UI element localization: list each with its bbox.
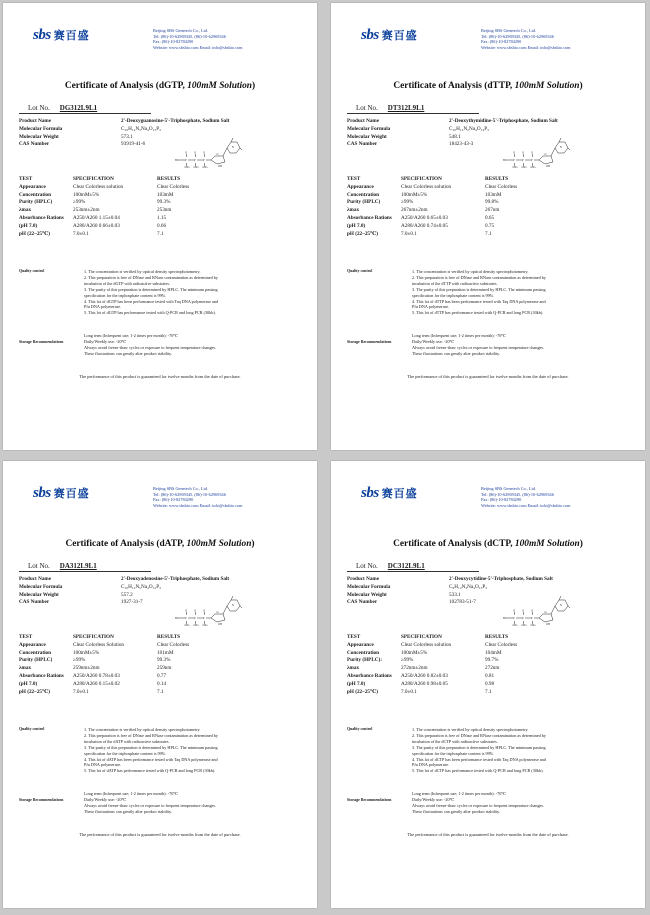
svg-text:O: O bbox=[513, 151, 516, 155]
test-name: Appearance bbox=[347, 183, 374, 190]
qc-line: 5. This lot of dCTP has performance tested with Q-PCR and long PCR (30kb). bbox=[412, 768, 544, 774]
svg-text:O: O bbox=[522, 609, 525, 613]
specification-value: 272nm±2nm bbox=[401, 665, 428, 672]
qc-line: incubation of the dGTP with radioactive substrates. bbox=[84, 280, 171, 286]
certificate-page bbox=[3, 3, 317, 450]
storage-line: Daily/Weekly use: -20℃ bbox=[412, 796, 455, 802]
svg-text:O: O bbox=[531, 609, 534, 613]
result-value: 7.1 bbox=[157, 230, 164, 237]
result-value: 0.66 bbox=[157, 222, 167, 229]
specification-value: 100mM±5% bbox=[401, 191, 428, 198]
result-value: Clear Colorless bbox=[485, 641, 518, 648]
svg-text:HO: HO bbox=[503, 159, 507, 162]
lot-number: Lot No. DC312L9L1 bbox=[356, 562, 425, 570]
test-name: Absorbance Rations bbox=[347, 214, 392, 221]
svg-text:O: O bbox=[194, 609, 197, 613]
molecular-formula: C₁₀H₁₂N₅Na₄O₁₃P₃ bbox=[121, 125, 161, 132]
lot-divider bbox=[347, 571, 479, 572]
test-name: Concentration bbox=[19, 191, 51, 198]
cas-number: 1927-31-7 bbox=[121, 599, 143, 606]
storage-line: Long term (Infrequent use; 1-2 times per month): -70℃ bbox=[412, 791, 506, 796]
test-name: λmax bbox=[347, 665, 360, 672]
qc-line: incubation of the dCTP with radioactive substrates. bbox=[412, 738, 498, 744]
table-row bbox=[19, 231, 197, 239]
svg-text:O: O bbox=[531, 151, 534, 155]
specification-value: ≥99% bbox=[401, 199, 414, 206]
result-value: Clear Colorless bbox=[485, 183, 518, 190]
qc-line: 1. The concentration is verified by optical density spectrophotometry. bbox=[412, 727, 529, 732]
company-info: Beijing SBS Genetech Co., Ltd. Tel: (86)-10-62969345, (86)-10-62969346 Fax: (86)-10-82784290 Website: www.sbsbio.com Email: info@sbsbio.com bbox=[481, 28, 571, 50]
specification-value: A250/A260 0.78±0.03 bbox=[73, 672, 120, 679]
result-value: 0.65 bbox=[485, 214, 495, 221]
svg-text:P: P bbox=[522, 159, 524, 162]
qc-line: 2. This preparation is free of DNase and RNase contamination as determined by bbox=[84, 732, 218, 738]
table-row bbox=[19, 223, 197, 231]
svg-text:O: O bbox=[185, 609, 188, 613]
svg-text:O: O bbox=[203, 609, 206, 613]
molecule-structure-image bbox=[503, 136, 571, 168]
result-value: 99.8% bbox=[485, 199, 499, 206]
product-name: 2'-Deoxyadenosine-5'-Triphosphate, Sodium Salt bbox=[121, 576, 230, 582]
test-name: Absorbance Rations bbox=[347, 672, 392, 679]
specification-value: 100mM±5% bbox=[73, 649, 100, 656]
certificate-title: Certificate of Analysis (dCTP, 100mM Solution) bbox=[393, 539, 583, 549]
cas-number: 102783-51-7 bbox=[449, 599, 476, 606]
storage-line: These fluctuations can greatly alter product stability. bbox=[84, 808, 172, 814]
company-info: Beijing SBS Genetech Co., Ltd. Tel: (86)-10-62969345, (86)-10-62969346 Fax: (86)-10-82784290 Website: www.sbsbio.com Email: info@sbsbio.com bbox=[153, 28, 243, 50]
qc-line: Pfu DNA polymerase. bbox=[84, 762, 122, 768]
qc-line: specification for the triphosphate content is 99%. bbox=[412, 750, 495, 756]
qc-line: 1. The concentration is verified by optical density spectrophotometry. bbox=[84, 727, 201, 732]
qc-line: 4. This lot of dGTP has been performance tested with Taq DNA polymerase and bbox=[84, 298, 219, 304]
test-name: pH (22~25℃) bbox=[19, 688, 50, 695]
specification-value: 267nm±2nm bbox=[401, 207, 428, 214]
svg-text:OH: OH bbox=[546, 623, 550, 626]
result-value: 104mM bbox=[485, 649, 502, 656]
specification-value: Clear Colorless Solution bbox=[73, 641, 125, 648]
specifications-table bbox=[19, 634, 197, 696]
table-row bbox=[19, 665, 197, 673]
test-name: λmax bbox=[19, 665, 32, 672]
svg-text:ONa: ONa bbox=[512, 624, 518, 626]
qc-line: specification for the triphosphate content is 99%. bbox=[84, 750, 167, 756]
qc-line: 3. The purity of this preparation is determined by HPLC. The minimum passing bbox=[412, 286, 546, 292]
result-value: 99.3% bbox=[157, 657, 171, 664]
svg-text:N: N bbox=[232, 146, 234, 149]
qc-line: 5. This lot of dGTP has performance tested with Q-PCR and long PCR (30kb). bbox=[84, 310, 216, 316]
product-name: 2'-Deoxyguanosine-5'-Triphosphate, Sodium Salt bbox=[121, 118, 230, 124]
result-value: 267nm bbox=[485, 207, 500, 214]
table-row bbox=[347, 199, 525, 207]
performance-guarantee: The performance of this product is guaranteed for twelve months from the date of purchase. bbox=[407, 832, 569, 837]
lot-divider bbox=[347, 113, 479, 114]
qc-line: 3. The purity of this preparation is determined by HPLC. The minimum passing bbox=[412, 744, 546, 750]
specification-value: A250/A260 1.15±0.04 bbox=[73, 214, 120, 221]
result-value: 259nm bbox=[157, 665, 172, 672]
qc-line: 1. The concentration is verified by optical density spectrophotometry. bbox=[84, 269, 201, 274]
test-name: Purity (HPLC) bbox=[19, 657, 53, 664]
molecule-structure-image bbox=[503, 594, 571, 626]
table-row bbox=[19, 681, 197, 689]
specification-value: ≥99% bbox=[401, 657, 414, 664]
certificate-title: Certificate of Analysis (dGTP, 100mM Solution) bbox=[64, 81, 256, 91]
svg-text:P: P bbox=[185, 159, 187, 162]
result-value: 99.7% bbox=[485, 657, 499, 664]
quality-control: Quality control 1. The concentration is verified by optical density spectrophotometry. 2. This preparation is free of DNase and RNase contamination as determined by incubation of the dATP with radioactive substrates. 3. The purity of this preparation is determined by HPLC. The minimum passing specification for the triphosphate content is 99%. 4. This lot of dATP has been performance tested with Taq DNA polymerase and Pfu DNA polymerase. 5. This lot of dATP has performance tested with Q-PCR and long PCR (30kb). bbox=[19, 727, 289, 774]
svg-text:P: P bbox=[513, 159, 515, 162]
storage-line: Daily/Weekly use: -20℃ bbox=[412, 338, 455, 344]
certificate-page bbox=[3, 461, 317, 908]
result-value: 272nm bbox=[485, 665, 500, 672]
cas-number: 18423-43-3 bbox=[449, 141, 474, 148]
svg-text:ONa: ONa bbox=[521, 166, 527, 168]
storage-line: Always avoid freeze-thaw cycles or exposure to frequent temperature changes. bbox=[412, 802, 545, 808]
svg-text:ONa: ONa bbox=[193, 624, 199, 626]
qc-line: specification for the triphosphate content is 99%. bbox=[84, 292, 167, 298]
svg-text:OH: OH bbox=[546, 165, 550, 168]
qc-line: 2. This preparation is free of DNase and RNase contamination as determined by bbox=[412, 732, 546, 738]
test-name: Purity (HPLC) bbox=[347, 199, 381, 206]
svg-text:ONa: ONa bbox=[530, 624, 536, 626]
result-value: 101mM bbox=[157, 649, 174, 656]
svg-text:OH: OH bbox=[218, 623, 222, 626]
svg-text:HO: HO bbox=[175, 617, 179, 620]
svg-text:ONa: ONa bbox=[202, 166, 208, 168]
storage-line: Daily/Weekly use: -20℃ bbox=[84, 796, 127, 802]
test-name: Concentration bbox=[347, 191, 379, 198]
table-row bbox=[347, 207, 525, 215]
table-row bbox=[19, 673, 197, 681]
molecule-structure-image bbox=[175, 594, 243, 626]
specification-value: 7.0±0.1 bbox=[401, 230, 417, 237]
specification-value: A250/A260 0.65±0.03 bbox=[401, 214, 448, 221]
svg-text:P: P bbox=[531, 617, 533, 620]
table-row bbox=[347, 673, 525, 681]
certificate-page bbox=[331, 461, 645, 908]
qc-line: Pfu DNA polymerase. bbox=[84, 304, 122, 310]
table-row bbox=[19, 199, 197, 207]
molecular-formula: C₁₀H₁₂N₅Na₄O₁₂P₃ bbox=[121, 583, 161, 590]
performance-guarantee: The performance of this product is guaranteed for twelve months from the date of purchase. bbox=[79, 374, 241, 379]
molecular-weight: 548.1 bbox=[449, 133, 461, 140]
storage-line: Long term (Infrequent use; 1-2 times per month): -70℃ bbox=[412, 333, 506, 338]
product-info: Product Name 2'-Deoxythymidine-5'-Triphosphate, Sodium Salt Molecular Formula C₁₀H₁₃N₂Na₄O₁₄P₃ Molecular Weight 548.1 CAS Number 18423-43-3 bbox=[347, 118, 558, 148]
table-header: TEST SPECIFICATION RESULTS bbox=[347, 634, 509, 640]
table-header: TEST SPECIFICATION RESULTS bbox=[19, 176, 181, 182]
table-row bbox=[19, 689, 197, 697]
specification-value: 100mM±5% bbox=[401, 649, 428, 656]
lot-number: Lot No. DT312L9L1 bbox=[356, 104, 425, 112]
molecular-weight: 533.1 bbox=[449, 591, 461, 598]
test-name: Concentration bbox=[19, 649, 51, 656]
svg-text:HO: HO bbox=[175, 159, 179, 162]
performance-guarantee: The performance of this product is guaranteed for twelve months from the date of purchase. bbox=[407, 374, 569, 379]
brand-logo: sbs 赛百盛 bbox=[361, 27, 418, 43]
certificate-title: Certificate of Analysis (dTTP, 100mM Solution) bbox=[393, 81, 583, 91]
certificate-page bbox=[331, 3, 645, 450]
table-row bbox=[19, 184, 197, 192]
svg-text:O: O bbox=[522, 151, 525, 155]
test-name: (pH 7.0) bbox=[19, 222, 38, 229]
test-name: Purity (HPLC) bbox=[19, 199, 53, 206]
specification-value: A280/A260 0.66±0.03 bbox=[73, 222, 120, 229]
specification-value: Clear Colorless solution bbox=[401, 183, 452, 190]
specification-value: A280/A260 0.15±0.02 bbox=[73, 680, 120, 687]
qc-line: specification for the triphosphate content is 99%. bbox=[412, 292, 495, 298]
svg-text:ONa: ONa bbox=[530, 166, 536, 168]
result-value: 253nm bbox=[157, 207, 172, 214]
qc-line: 3. The purity of this preparation is determined by HPLC. The minimum passing bbox=[84, 286, 218, 292]
qc-line: 4. This lot of dCTP has been performance tested with Taq DNA polymerase and bbox=[412, 756, 546, 762]
svg-text:N: N bbox=[560, 604, 562, 607]
specifications-table bbox=[19, 176, 197, 238]
specifications-table bbox=[347, 176, 525, 238]
product-info: Product Name 2'-Deoxyguanosine-5'-Triphosphate, Sodium Salt Molecular Formula C₁₀H₁₂N₅Na₄O₁₃P₃ Molecular Weight 573.1 CAS Number 93919-41-6 bbox=[19, 118, 230, 148]
svg-text:P: P bbox=[194, 159, 196, 162]
result-value: Clear Colorless bbox=[157, 641, 190, 648]
table-row bbox=[19, 207, 197, 215]
result-value: 0.77 bbox=[157, 672, 167, 679]
performance-guarantee: The performance of this product is guaranteed for twelve months from the date of purchase. bbox=[79, 832, 241, 837]
svg-text:O: O bbox=[544, 611, 547, 614]
result-value: 7.1 bbox=[157, 688, 164, 695]
svg-text:ONa: ONa bbox=[184, 166, 190, 168]
specification-value: A250/A260 0.82±0.03 bbox=[401, 672, 448, 679]
quality-control: Quality control 1. The concentration is verified by optical density spectrophotometry. 2. This preparation is free of DNase and RNase contamination as determined by incubation of the dCTP with radioactive substrates. 3. The purity of this preparation is determined by HPLC. The minimum passing specification for the triphosphate content is 99%. 4. This lot of dCTP has been performance tested with Taq DNA polymerase and Pfu DNA polymerase. 5. This lot of dCTP has performance tested with Q-PCR and long PCR (30kb). bbox=[347, 727, 617, 774]
svg-text:P: P bbox=[513, 617, 515, 620]
svg-text:ONa: ONa bbox=[202, 624, 208, 626]
specifications-table bbox=[347, 634, 525, 696]
brand-logo: sbs 赛百盛 bbox=[33, 27, 90, 43]
svg-text:P: P bbox=[531, 159, 533, 162]
qc-line: 4. This lot of dATP has been performance tested with Taq DNA polymerase and bbox=[84, 756, 218, 762]
svg-text:N: N bbox=[232, 604, 234, 607]
storage-recommendations: Storage Recommendations Long term (Infrequent use; 1-2 times per month): -70℃ Daily/Weekly use: -20℃ Always avoid freeze-thaw cycles or exposure to frequent temperature changes. These fluctuations can greatly alter product stability. bbox=[347, 333, 545, 356]
test-name: pH (22~25℃) bbox=[19, 230, 50, 237]
table-row bbox=[347, 215, 525, 223]
result-value: 1.15 bbox=[157, 214, 167, 221]
svg-text:O: O bbox=[194, 151, 197, 155]
specification-value: 7.0±0.1 bbox=[73, 688, 89, 695]
molecular-weight: 557.2 bbox=[121, 591, 133, 598]
qc-line: incubation of the dATP with radioactive substrates. bbox=[84, 738, 170, 744]
svg-text:O: O bbox=[216, 611, 219, 614]
test-name: Appearance bbox=[347, 641, 374, 648]
product-info: Product Name 2'-Deoxycytidine-5'-Triphosphate, Sodium Salt Molecular Formula C₉H₁₂N₃Na₄O₁₃P₃ Molecular Weight 533.1 CAS Number 102783-51-7 bbox=[347, 576, 553, 606]
molecular-weight: 573.1 bbox=[121, 133, 133, 140]
storage-recommendations: Storage Recommendations Long term (Infrequent use; 1-2 times per month): -70℃ Daily/Weekly use: -20℃ Always avoid freeze-thaw cycles or exposure to frequent temperature changes. These fluctuations can greatly alter product stability. bbox=[347, 791, 545, 814]
lot-number: Lot No. DG312L9L1 bbox=[28, 104, 98, 112]
table-header: TEST SPECIFICATION RESULTS bbox=[19, 634, 181, 640]
qc-line: 2. This preparation is free of DNase and RNase contamination as determined by bbox=[412, 274, 546, 280]
table-row bbox=[347, 665, 525, 673]
svg-text:ONa: ONa bbox=[193, 166, 199, 168]
storage-line: Always avoid freeze-thaw cycles or exposure to frequent temperature changes. bbox=[84, 344, 217, 350]
table-header: TEST SPECIFICATION RESULTS bbox=[347, 176, 509, 182]
qc-line: 1. The concentration is verified by optical density spectrophotometry. bbox=[412, 269, 529, 274]
table-row bbox=[347, 657, 525, 665]
test-name: pH (22~25℃) bbox=[347, 230, 378, 237]
product-name: 2'-Deoxycytidine-5'-Triphosphate, Sodium Salt bbox=[449, 576, 553, 582]
test-name: Concentration bbox=[347, 649, 379, 656]
result-value: 103mM bbox=[485, 191, 502, 198]
qc-line: Pfu DNA polymerase. bbox=[412, 762, 450, 768]
qc-line: Pfu DNA polymerase. bbox=[412, 304, 450, 310]
storage-line: Daily/Weekly use: -20℃ bbox=[84, 338, 127, 344]
svg-text:P: P bbox=[203, 159, 205, 162]
result-value: 103mM bbox=[157, 191, 174, 198]
svg-text:HO: HO bbox=[503, 617, 507, 620]
test-name: Appearance bbox=[19, 183, 46, 190]
table-row bbox=[347, 184, 525, 192]
result-value: 99.3% bbox=[157, 199, 171, 206]
test-name: Absorbance Rations bbox=[19, 214, 64, 221]
cas-number: 93919-41-6 bbox=[121, 141, 146, 148]
storage-line: These fluctuations can greatly alter product stability. bbox=[412, 808, 500, 814]
result-value: 0.98 bbox=[485, 680, 495, 687]
svg-text:O: O bbox=[203, 151, 206, 155]
result-value: 0.81 bbox=[485, 672, 495, 679]
svg-text:O: O bbox=[216, 153, 219, 156]
table-row bbox=[347, 689, 525, 697]
quality-control: Quality control 1. The concentration is verified by optical density spectrophotometry. 2. This preparation is free of DNase and RNase contamination as determined by incubation of the dTTP with radioactive substrates. 3. The purity of this preparation is determined by HPLC. The minimum passing specification for the triphosphate content is 99%. 4. This lot of dTTP has been performance tested with Taq DNA polymerase and Pfu DNA polymerase. 5. This lot of dTTP has performance tested with Q-PCR and long PCR (30kb). bbox=[347, 269, 617, 316]
storage-line: These fluctuations can greatly alter product stability. bbox=[412, 350, 500, 356]
result-value: 0.75 bbox=[485, 222, 495, 229]
svg-text:ONa: ONa bbox=[512, 166, 518, 168]
table-row bbox=[347, 681, 525, 689]
lot-number: Lot No. DA312L9L1 bbox=[28, 562, 97, 570]
result-value: 0.14 bbox=[157, 680, 167, 687]
storage-line: These fluctuations can greatly alter product stability. bbox=[84, 350, 172, 356]
storage-line: Long term (Infrequent use; 1-2 times per month): -70℃ bbox=[84, 791, 178, 796]
storage-recommendations: Storage Recommendations Long term (Infrequent use; 1-2 times per month): -70℃ Daily/Weekly use: -20℃ Always avoid freeze-thaw cycles or exposure to frequent temperature changes. These fluctuations can greatly alter product stability. bbox=[19, 333, 217, 356]
specification-value: 100mM±5% bbox=[73, 191, 100, 198]
qc-line: 5. This lot of dATP has performance tested with Q-PCR and long PCR (30kb). bbox=[84, 768, 216, 774]
table-row bbox=[347, 231, 525, 239]
quality-control: Quality control 1. The concentration is verified by optical density spectrophotometry. 2. This preparation is free of DNase and RNase contamination as determined by incubation of the dGTP with radioactive substrates. 3. The purity of this preparation is determined by HPLC. The minimum passing specification for the triphosphate content is 99%. 4. This lot of dGTP has been performance tested with Taq DNA polymerase and Pfu DNA polymerase. 5. This lot of dGTP has performance tested with Q-PCR and long PCR (30kb). bbox=[19, 269, 289, 316]
table-row bbox=[19, 642, 197, 650]
table-row bbox=[19, 657, 197, 665]
lot-divider bbox=[19, 571, 151, 572]
result-value: 7.1 bbox=[485, 688, 492, 695]
table-row bbox=[347, 642, 525, 650]
svg-text:O: O bbox=[513, 609, 516, 613]
storage-line: Always avoid freeze-thaw cycles or exposure to frequent temperature changes. bbox=[412, 344, 545, 350]
svg-text:O: O bbox=[185, 151, 188, 155]
storage-recommendations: Storage Recommendations Long term (Infrequent use; 1-2 times per month): -70℃ Daily/Weekly use: -20℃ Always avoid freeze-thaw cycles or exposure to frequent temperature changes. These fluctuations can greatly alter product stability. bbox=[19, 791, 217, 814]
lot-divider bbox=[19, 113, 151, 114]
qc-line: incubation of the dTTP with radioactive substrates. bbox=[412, 280, 498, 286]
test-name: (pH 7.0) bbox=[347, 222, 366, 229]
test-name: Appearance bbox=[19, 641, 46, 648]
test-name: (pH 7.0) bbox=[19, 680, 38, 687]
specification-value: A280/A260 0.98±0.05 bbox=[401, 680, 448, 687]
table-row bbox=[19, 215, 197, 223]
specification-value: A280/A260 0.74±0.05 bbox=[401, 222, 448, 229]
brand-logo: sbs 赛百盛 bbox=[33, 485, 90, 501]
svg-text:ONa: ONa bbox=[521, 624, 527, 626]
specification-value: 7.0±0.1 bbox=[401, 688, 417, 695]
qc-line: 4. This lot of dTTP has been performance tested with Taq DNA polymerase and bbox=[412, 298, 546, 304]
specification-value: ≥99% bbox=[73, 199, 86, 206]
svg-text:P: P bbox=[203, 617, 205, 620]
molecular-formula: C₉H₁₂N₃Na₄O₁₃P₃ bbox=[449, 583, 488, 590]
molecular-formula: C₁₀H₁₃N₂Na₄O₁₄P₃ bbox=[449, 125, 489, 132]
test-name: (pH 7.0) bbox=[347, 680, 366, 687]
svg-text:N: N bbox=[560, 146, 562, 149]
svg-text:P: P bbox=[185, 617, 187, 620]
company-info: Beijing SBS Genetech Co., Ltd. Tel: (86)-10-62969345, (86)-10-62969346 Fax: (86)-10-82784290 Website: www.sbsbio.com Email: info@sbsbio.com bbox=[153, 486, 243, 508]
molecule-structure-image bbox=[175, 136, 243, 168]
test-name: pH (22~25℃) bbox=[347, 688, 378, 695]
specification-value: ≥99% bbox=[73, 657, 86, 664]
svg-text:OH: OH bbox=[218, 165, 222, 168]
specification-value: Clear Colorless solution bbox=[401, 641, 452, 648]
svg-text:ONa: ONa bbox=[184, 624, 190, 626]
specification-value: 259nm±2nm bbox=[73, 665, 100, 672]
test-name: λmax bbox=[19, 207, 32, 214]
brand-logo: sbs 赛百盛 bbox=[361, 485, 418, 501]
result-value: 7.1 bbox=[485, 230, 492, 237]
svg-text:O: O bbox=[544, 153, 547, 156]
qc-line: 2. This preparation is free of DNase and RNase contamination as determined by bbox=[84, 274, 218, 280]
specification-value: 7.0±0.1 bbox=[73, 230, 89, 237]
svg-text:P: P bbox=[522, 617, 524, 620]
storage-line: Always avoid freeze-thaw cycles or exposure to frequent temperature changes. bbox=[84, 802, 217, 808]
certificate-title: Certificate of Analysis (dATP, 100mM Solution) bbox=[65, 539, 255, 549]
result-value: Clear Colorless bbox=[157, 183, 190, 190]
test-name: Absorbance Rations bbox=[19, 672, 64, 679]
qc-line: 3. The purity of this preparation is determined by HPLC. The minimum passing bbox=[84, 744, 218, 750]
product-info: Product Name 2'-Deoxyadenosine-5'-Triphosphate, Sodium Salt Molecular Formula C₁₀H₁₂N₅Na₄O₁₂P₃ Molecular Weight 557.2 CAS Number 1927-31-7 bbox=[19, 576, 230, 606]
test-name: λmax bbox=[347, 207, 360, 214]
storage-line: Long term (Infrequent use; 1-2 times per month): -70℃ bbox=[84, 333, 178, 338]
product-name: 2'-Deoxythymidine-5'-Triphosphate, Sodium Salt bbox=[449, 118, 558, 124]
company-info: Beijing SBS Genetech Co., Ltd. Tel: (86)-10-62969345, (86)-10-62969346 Fax: (86)-10-82784290 Website: www.sbsbio.com Email: info@sbsbio.com bbox=[481, 486, 571, 508]
test-name: Purity (HPLC): bbox=[347, 657, 383, 664]
qc-line: 5. This lot of dTTP has performance tested with Q-PCR and long PCR (30kb). bbox=[412, 310, 544, 316]
specification-value: Clear Colorless solution bbox=[73, 183, 124, 190]
specification-value: 253nm±2nm bbox=[73, 207, 100, 214]
table-row bbox=[347, 223, 525, 231]
svg-text:P: P bbox=[194, 617, 196, 620]
